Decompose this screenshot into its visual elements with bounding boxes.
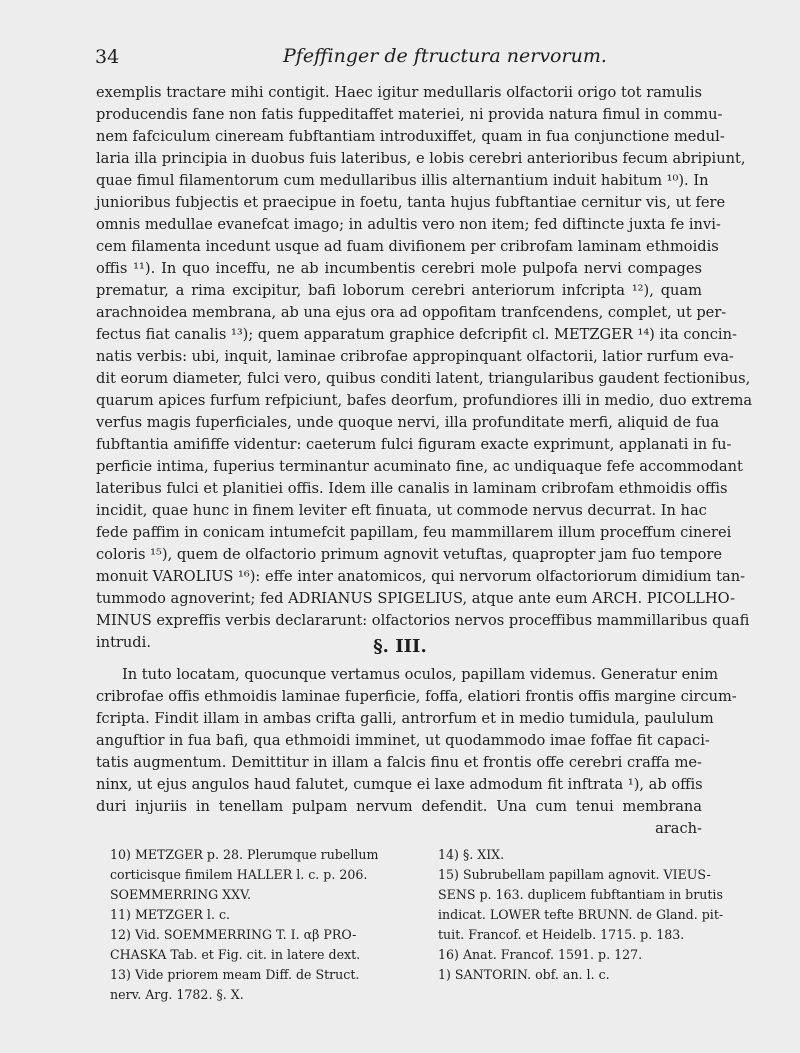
text-line: monuit VAROLIUS ¹⁶): effe inter anatomicos, qui nervorum olfactoriorum dimidium tan- xyxy=(96,568,746,585)
catchword: arach- xyxy=(655,820,702,837)
text-line: producendis fane non fatis fuppeditaffet materiei, ni provida natura fimul in commu- xyxy=(96,106,723,123)
text-line: fcripta. Findit illam in ambas crifta galli, antrorfum et in medio tumidula, paululum xyxy=(96,710,714,727)
footnote-line: 15) Subrubellam papillam agnovit. VIEUS- xyxy=(438,867,711,882)
text-line: arachnoidea membrana, ab una ejus ora ad oppofitam tranfcendens, complet, ut per- xyxy=(96,304,727,321)
text-line: lateribus fulci et planitiei offis. Idem ille canalis in laminam cribrofam ethmoidis offis xyxy=(96,480,728,497)
page-header xyxy=(0,42,800,72)
text-line: cem filamenta incedunt usque ad fuam divifionem per cribrofam laminam ethmoidis xyxy=(96,238,719,255)
text-line: incidit, quae hunc in finem leviter eft finuata, ut commode nervus decurrat. In hac xyxy=(96,502,707,519)
text-line: ninx, ut ejus angulos haud falutet, cumque ei laxe admodum fit inftrata ¹), ab offis xyxy=(96,776,703,793)
footnote-line: nerv. Arg. 1782. §. X. xyxy=(110,987,244,1002)
footnotes-left xyxy=(110,845,400,1005)
section-heading: §. III. xyxy=(373,636,427,657)
footnote-line: 13) Vide priorem meam Diff. de Struct. xyxy=(110,967,360,982)
text-line: perficie intima, fuperius terminantur acuminato fine, ac undiquaque fefe accommodant xyxy=(96,458,743,475)
footnote-line: SENS p. 163. duplicem fubftantiam in brutis xyxy=(438,887,723,902)
page-number: 34 xyxy=(95,46,120,68)
text-line: exemplis tractare mihi contigit. Haec igitur medullaris olfactorii origo tot ramulis xyxy=(96,84,702,101)
text-line: coloris ¹⁵), quem de olfactorio primum agnovit vetuftas, quapropter jam fuo tempore xyxy=(96,546,723,563)
text-line: duri injuriis in tenellam pulpam nervum defendit. Una cum tenui membrana xyxy=(96,798,702,815)
text-line: intrudi. xyxy=(96,634,151,651)
text-line: junioribus fubjectis et praecipue in foetu, tanta hujus fubftantiae cernitur vis, ut fere xyxy=(96,194,726,211)
footnote-line: SOEMMERRING XXV. xyxy=(110,887,251,902)
footnote-line: 10) METZGER p. 28. Plerumque rubellum xyxy=(110,847,379,862)
text-line: omnis medullae evanefcat imago; in adultis vero non item; fed diftincte juxta fe invi- xyxy=(96,216,721,233)
footnote-line: 14) §. XIX. xyxy=(438,847,505,862)
text-line: fectus fiat canalis ¹³); quem apparatum graphice defcripfit cl. METZGER ¹⁴) ita concin- xyxy=(96,326,737,343)
main-paragraph xyxy=(96,82,753,654)
footnote-line: corticisque fimilem HALLER l. c. p. 206. xyxy=(110,867,368,882)
section-paragraph xyxy=(96,664,737,840)
footnote-line: 11) METZGER l. c. xyxy=(110,907,231,922)
text-line: anguftior in fua bafi, qua ethmoidi imminet, ut quodammodo imae foffae fit capaci- xyxy=(96,732,710,749)
footnote-line: tuit. Francof. et Heidelb. 1715. p. 183. xyxy=(438,927,685,942)
text-line: laria illa principia in duobus fuis lateribus, e lobis cerebri anterioribus fecum abripiunt, xyxy=(96,150,746,167)
footnote-line: CHASKA Tab. et Fig. cit. in latere dext. xyxy=(110,947,361,962)
footnote-line: 16) Anat. Francof. 1591. p. 127. xyxy=(438,947,643,962)
footnote-line: indicat. LOWER tefte BRUNN. de Gland. pit- xyxy=(438,907,724,922)
text-line: verfus magis fuperficiales, unde quoque nervi, illa profunditate merfi, aliquid de fua xyxy=(96,414,720,431)
text-line: quae fimul filamentorum cum medullaribus illis alternantium induit habitum ¹⁰). In xyxy=(96,172,709,189)
text-line: fede paffim in conicam intumefcit papillam, feu mammillarem illum proceffum cinerei xyxy=(96,524,732,541)
footnotes-right xyxy=(438,845,724,985)
text-line: In tuto locatam, quocunque vertamus oculos, papillam videmus. Generatur enim xyxy=(122,666,719,683)
text-line: tummodo agnoverint; fed ADRIANUS SPIGELIUS, atque ante eum ARCH. PICOLLHO- xyxy=(96,590,736,607)
running-title: Pfeffinger de ftructura nervorum. xyxy=(283,45,607,67)
text-line: fubftantia amififfe videntur: caeterum fulci figuram exacte exprimunt, applanati in fu- xyxy=(96,436,732,453)
text-line: nem fafciculum cineream fubftantiam introduxiffet, quam in fua conjunctione medul- xyxy=(96,128,725,145)
text-line: dit eorum diameter, fulci vero, quibus conditi latent, triangularibus gaudent fectionibus, xyxy=(96,370,751,387)
footnote-line: 12) Vid. SOEMMERRING T. I. αβ PRO- xyxy=(110,927,357,942)
text-line: cribrofae offis ethmoidis laminae fuperficie, foffa, elatiori frontis offis margine circum- xyxy=(96,688,737,705)
text-line: tatis augmentum. Demittitur in illam a falcis finu et frontis offe cerebri craffa me- xyxy=(96,754,702,771)
text-line: quarum apices furfum refpiciunt, bafes deorfum, profundiores illi in medio, duo extrema xyxy=(96,392,753,409)
text-line: MINUS expreffis verbis declararunt: olfactorios nervos proceffibus mammillaribus quafi xyxy=(96,612,750,629)
text-line: prematur, a rima excipitur, bafi loborum cerebri anteriorum infcripta ¹²), quam xyxy=(96,282,702,299)
text-line: offis ¹¹). In quo inceffu, ne ab incumbentis cerebri mole pulpofa nervi compages xyxy=(96,260,702,277)
text-line: natis verbis: ubi, inquit, laminae cribrofae appropinquant olfactorii, latior rurfum eva- xyxy=(96,348,734,365)
footnote-line: 1) SANTORIN. obf. an. l. c. xyxy=(438,967,610,982)
